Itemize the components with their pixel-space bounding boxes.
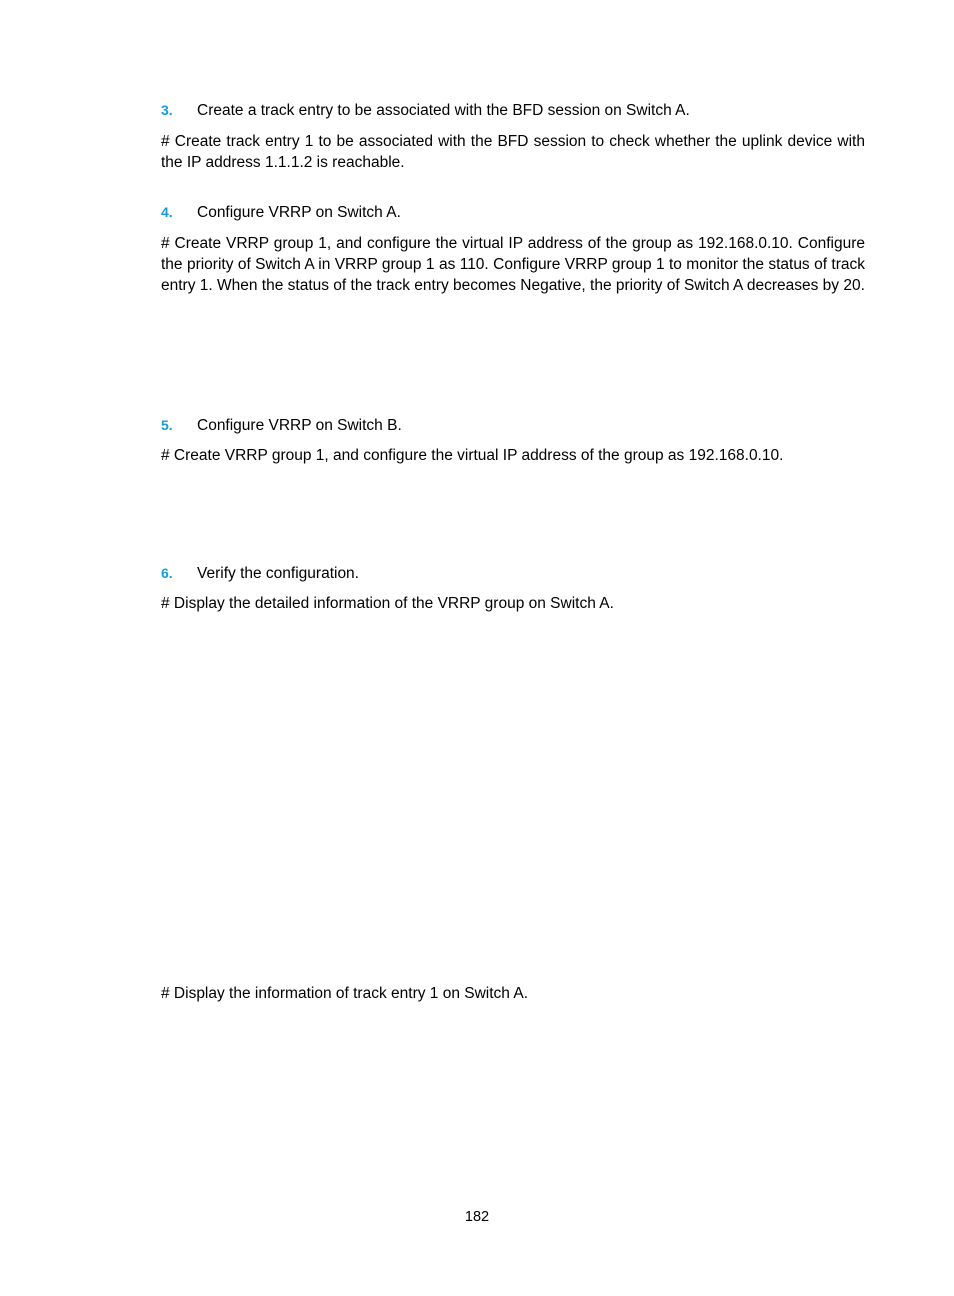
paragraph-display-track: # Display the information of track entry 1 on Switch A.	[161, 985, 529, 1002]
paragraph-create-vrrp-switch-b: # Create VRRP group 1, and configure the virtual IP address of the group as 192.168.0.10.	[161, 447, 784, 464]
step-5	[161, 415, 402, 436]
step-number: 3.	[161, 102, 173, 118]
step-text: Verify the configuration.	[197, 565, 359, 582]
step-text: Configure VRRP on Switch A.	[197, 204, 401, 221]
step-6	[161, 563, 359, 584]
paragraph-create-vrrp-switch-a: # Create VRRP group 1, and configure the virtual IP address of the group as 192.168.0.10. Configure the priority of Switch A in VRRP group 1 as 110. Configure VRRP group 1 to monitor the status of track entry 1. When the status of the track entry becomes Negative, the priority of Switch A decreases by 20.	[161, 235, 865, 294]
step-4	[161, 202, 401, 223]
paragraph-create-track-entry: # Create track entry 1 to be associated with the BFD session to check whether the uplink device with the IP address 1.1.1.2 is reachable.	[161, 133, 865, 171]
page-number: 182	[464, 1209, 490, 1225]
step-text: Configure VRRP on Switch B.	[197, 417, 402, 434]
step-text: Create a track entry to be associated with the BFD session on Switch A.	[197, 102, 690, 119]
step-number: 5.	[161, 417, 173, 433]
step-3	[161, 100, 690, 121]
step-number: 6.	[161, 565, 173, 581]
paragraph-display-vrrp: # Display the detailed information of the VRRP group on Switch A.	[161, 595, 614, 612]
step-number: 4.	[161, 204, 173, 220]
